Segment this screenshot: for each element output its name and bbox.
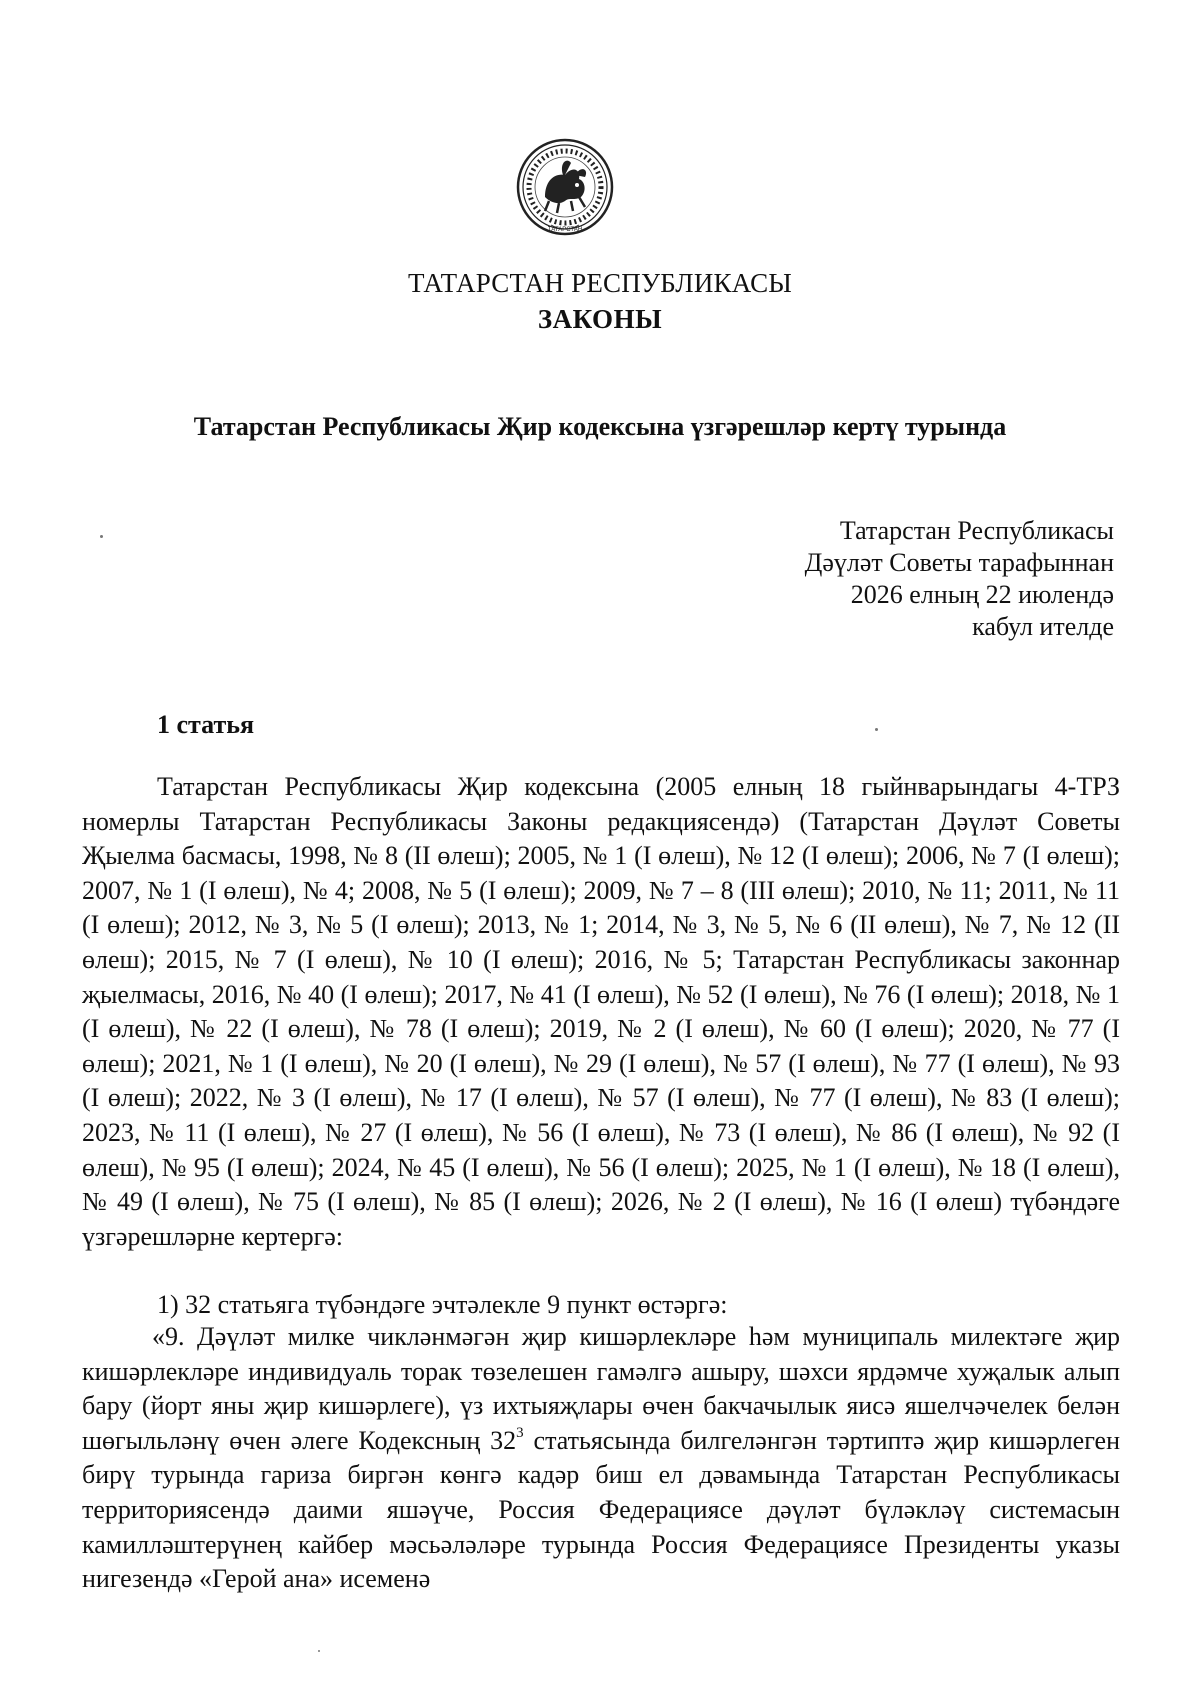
adoption-line-4: кабул ителде (972, 612, 1114, 641)
article-item-1: 1) 32 статьяга түбәндәге эчтәлекле 9 пункт өстәргә: (157, 1290, 728, 1319)
adoption-line-1: Татарстан Республикасы (839, 516, 1114, 545)
scan-speck (318, 1650, 320, 1652)
adoption-line-3: 2026 елның 22 июлендә (850, 580, 1114, 609)
emblem-text: ТАТАРСТАН (547, 227, 583, 233)
republic-heading: ТАТАРСТАН РЕСПУБЛИКАСЫ (407, 268, 793, 298)
scan-speck (875, 728, 878, 731)
law-heading: ЗАКОНЫ (537, 304, 663, 334)
scan-speck (100, 535, 103, 538)
quote-text-end: статьясында билгеләнгән тәртиптә җир кишәрлеген бирү турында гариза биргән көнгә кадәр биш ел дәвамында Татарстан Республикасы территориясендә даими яшәүче, Россия Федерациясе дәүләт бүләкләү системасын камилләштерүнең кайбер мәсьәләләре турында Россия Федерациясе Президенты указы нигезендә «Герой ана» исеменә (82, 1425, 1121, 1594)
adoption-block (805, 515, 1114, 643)
quote-text-start: «9. Дәүләт милке чикләнмәгән җир кишәрлекләре һәм муниципаль милектәге җир кишәрлекләре индивидуаль торак төзелешен гамәлгә ашыру, шәхси ярдәмче хуҗалык алып бару (йорт яны җир кишәрлеге), үз ихтыяҗлары өчен бакчачылык яисә яшелчәчелек белән шөгыльләнү өчен әлеге Кодексның 32 (82, 1322, 1120, 1455)
quote-superscript: 3 (516, 1424, 524, 1441)
article-paragraph-1: Татарстан Республикасы Җир кодексына (2005 елның 18 гыйнварындагы 4-ТРЗ номерлы Татарстан Республикасы Законы редакциясендә) (Татарстан Дәүләт Советы Җыелма басмасы, 1998, № 8 (II өлеш); 2005, № 1 (I өлеш), № 12 (I өлеш); 2006, № 7 (I өлеш); 2007, № 1 (I өлеш), № 4; 2008, № 5 (I өлеш); 2009, № 7 – 8 (III өлеш); 2010, № 11; 2011, № 11 (I өлеш); 2012, № 3, № 5 (I өлеш); 2013, № 1; 2014, № 3, № 5, № 6 (II өлеш), № 7, № 12 (II өлеш); 2015, № 7 (I өлеш), № 10 (I өлеш); 2016, № 5; Татарстан Республикасы законнар җыелмасы, 2016, № 40 (I өлеш); 2017, № 41 (I өлеш), № 52 (I өлеш), № 76 (I өлеш); 2018, № 1 (I өлеш), № 22 (I өлеш), № 78 (I өлеш); 2019, № 2 (I өлеш), № 60 (I өлеш); 2020, № 77 (I өлеш); 2021, № 1 (I өлеш), № 20 (I өлеш), № 29 (I өлеш), № 57 (I өлеш), № 77 (I өлеш), № 93 (I өлеш); 2022, № 3 (I өлеш), № 17 (I өлеш), № 57 (I өлеш), № 77 (I өлеш), № 83 (I өлеш); 2023, № 11 (I өлеш), № 27 (I өлеш), № 56 (I өлеш), № 73 (I өлеш), № 86 (I өлеш), № 92 (I өлеш), № 95 (I өлеш); 2024, № 45 (I өлеш), № 56 (I өлеш); 2025, № 1 (I өлеш), № 18 (I өлеш), № 49 (I өлеш), № 75 (I өлеш), № 85 (I өлеш); 2026, № 2 (I өлеш), № 16 (I өлеш) түбәндәге үзгәрешләрне кертергә: (82, 772, 1120, 1251)
article-title: 1 статья (157, 710, 255, 739)
law-title: Татарстан Республикасы Җир кодексына үзгәрешләр кертү турында (193, 412, 1007, 441)
article-quote-paragraph (82, 1320, 1120, 1597)
tatarstan-emblem-icon (515, 135, 615, 245)
adoption-line-2: Дәүләт Советы тарафыннан (804, 548, 1114, 577)
